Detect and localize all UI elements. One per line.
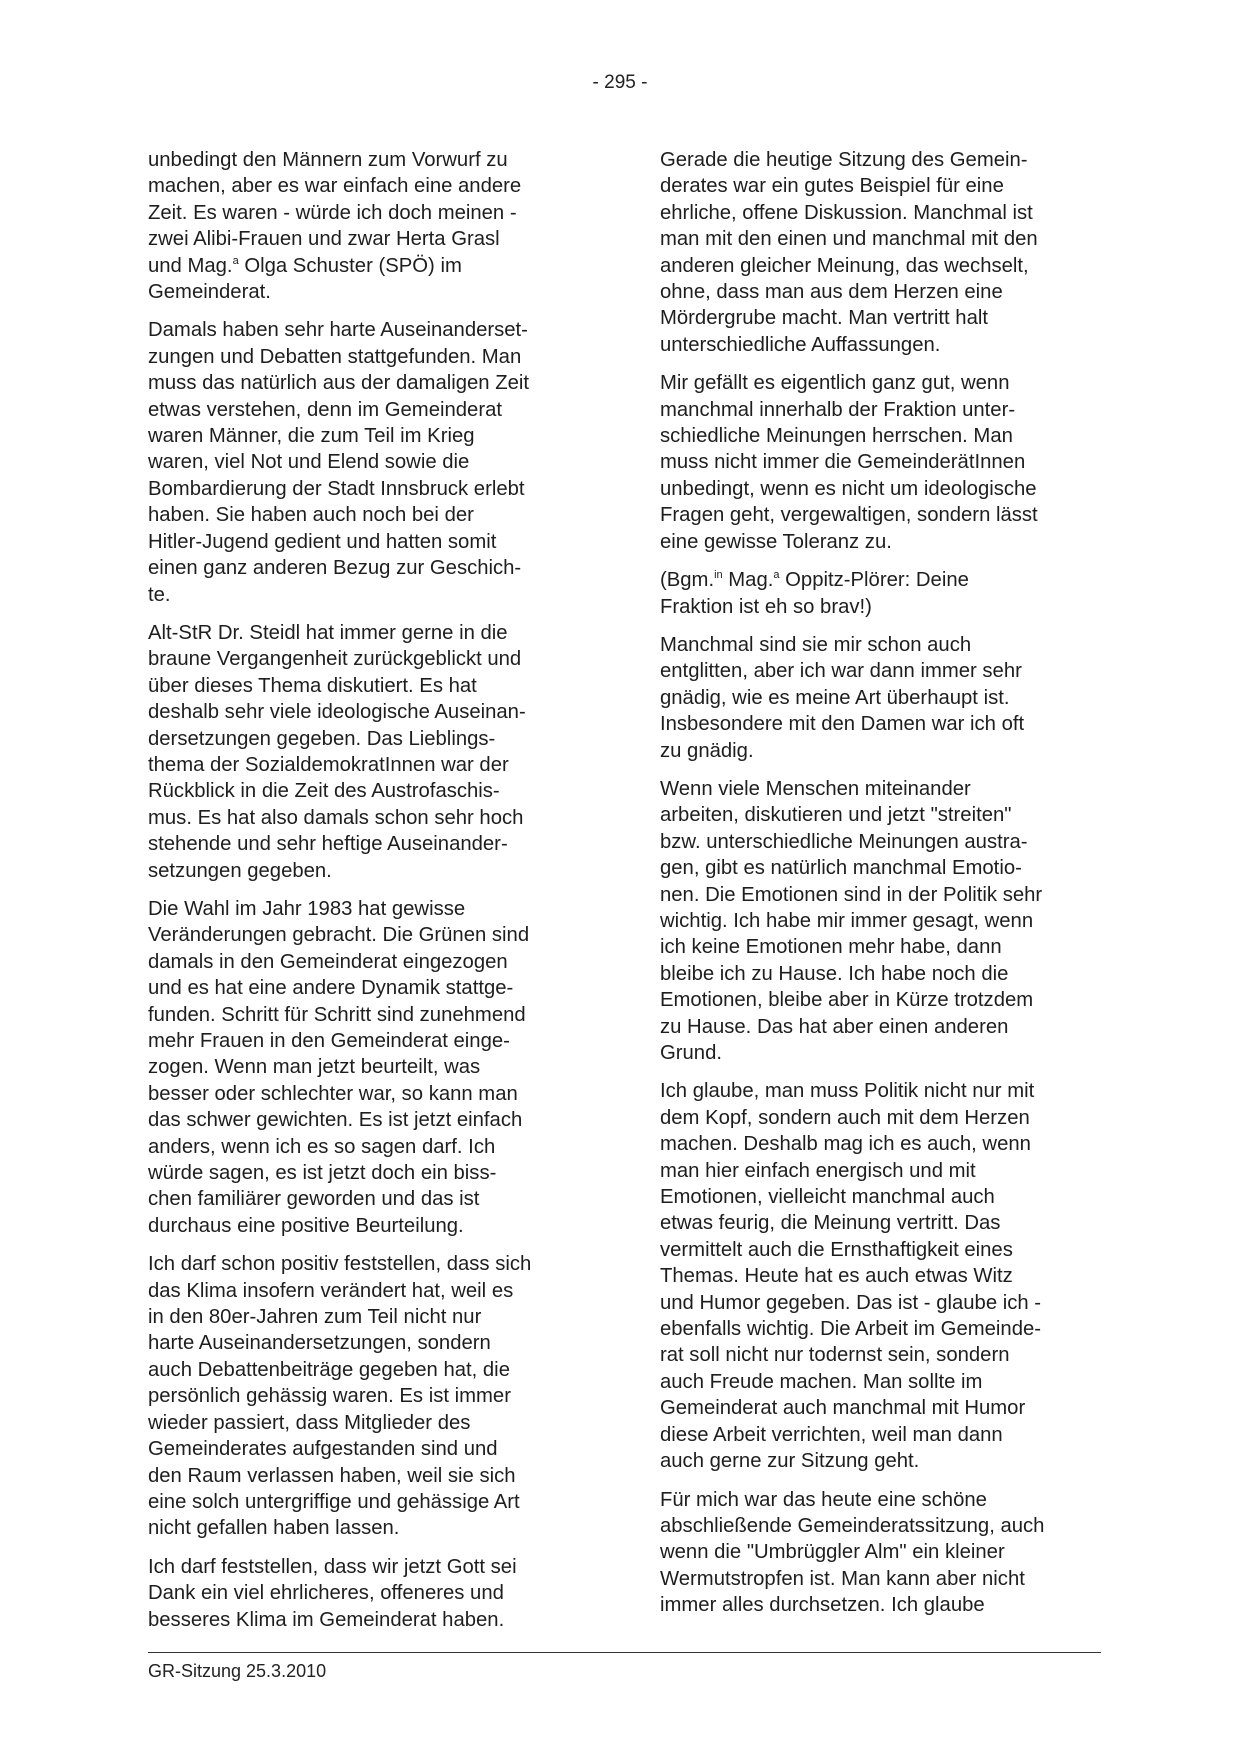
text-line: Die Wahl im Jahr 1983 hat gewisse — [148, 897, 466, 920]
text-line: Damals haben sehr harte Auseinanderset- — [148, 319, 528, 342]
text-line: das schwer gewichten. Es ist jetzt einfach — [148, 1109, 523, 1132]
text-line: und es hat eine andere Dynamik stattge- — [148, 977, 514, 1000]
text-line: nicht gefallen haben lassen. — [148, 1517, 400, 1540]
paragraph — [660, 776, 1096, 1066]
paragraph — [148, 620, 584, 884]
text-line: Emotionen, bleibe aber in Kürze trotzdem — [660, 989, 1034, 1012]
text-line: Ich darf schon positiv feststellen, dass sich — [148, 1253, 532, 1276]
text-line: zwei Alibi-Frauen und zwar Herta Grasl — [148, 228, 500, 251]
paragraph — [660, 1487, 1096, 1619]
text-line: Wermutstropfen ist. Man kann aber nicht — [660, 1567, 1025, 1590]
text-line: muss das natürlich aus der damaligen Zeit — [148, 372, 530, 395]
text-line: manchmal innerhalb der Fraktion unter- — [660, 398, 1016, 421]
text-line: Für mich war das heute eine schöne — [660, 1488, 987, 1511]
superscript: a — [232, 254, 239, 267]
text-line: Gerade die heutige Sitzung des Gemein- — [660, 149, 1028, 171]
text-line: gnädig, wie es meine Art überhaupt ist. — [660, 686, 1010, 709]
text-line: anderen gleicher Meinung, das wechselt, — [660, 254, 1029, 277]
text-line: zu gnädig. — [660, 739, 754, 762]
text-line: setzungen gegeben. — [148, 859, 332, 882]
text-line: eine gewisse Toleranz zu. — [660, 530, 892, 553]
text-line: nen. Die Emotionen sind in der Politik sehr — [660, 883, 1043, 906]
footer-rule — [148, 1652, 1101, 1653]
text-segment: (Bgm. — [660, 569, 715, 592]
text-line: Grund. — [660, 1042, 723, 1064]
text-line: wenn die "Umbrüggler Alm" ein kleiner — [660, 1541, 1005, 1564]
text-line: diese Arbeit verrichten, weil man dann — [660, 1423, 1003, 1446]
text-line: Insbesondere mit den Damen war ich oft — [660, 713, 1025, 736]
text-line: deshalb sehr viele ideologische Auseinan- — [148, 701, 526, 724]
text-line: unbedingt, wenn es nicht um ideologische — [660, 477, 1037, 500]
left-column — [148, 147, 584, 1645]
text-line: Mördergrube macht. Man vertritt halt — [660, 307, 989, 330]
text-line: Bombardierung der Stadt Innsbruck erlebt — [148, 477, 525, 500]
text-line: zungen und Debatten stattgefunden. Man — [148, 345, 522, 368]
paragraph — [660, 567, 1096, 620]
text-line: den Raum verlassen haben, weil sie sich — [148, 1464, 516, 1487]
text-line: Manchmal sind sie mir schon auch — [660, 633, 972, 656]
text-line: Gemeinderat. — [148, 281, 271, 304]
text-line: anders, wenn ich es so sagen darf. Ich — [148, 1135, 496, 1158]
text-line: Mir gefällt es eigentlich ganz gut, wenn — [660, 372, 1010, 395]
text-line: stehende und sehr heftige Auseinander- — [148, 833, 508, 856]
paragraph — [148, 896, 584, 1239]
text-line: würde sagen, es ist jetzt doch ein biss- — [148, 1162, 497, 1185]
text-line: bzw. unterschiedliche Meinungen austra- — [660, 830, 1028, 853]
paragraph — [660, 632, 1096, 764]
text-line: auch gerne zur Sitzung geht. — [660, 1450, 920, 1473]
paragraph — [148, 147, 584, 305]
text-line: ebenfalls wichtig. Die Arbeit im Gemeinde- — [660, 1318, 1042, 1341]
text-line: harte Auseinandersetzungen, sondern — [148, 1332, 491, 1355]
text-line: derates war ein gutes Beispiel für eine — [660, 175, 1004, 198]
text-line: das Klima insofern verändert hat, weil es — [148, 1279, 514, 1302]
text-line: Zeit. Es waren - würde ich doch meinen - — [148, 201, 517, 224]
text-line: in den 80er-Jahren zum Teil nicht nur — [148, 1306, 482, 1329]
text-line: Rückblick in die Zeit des Austrofaschis- — [148, 780, 500, 803]
text-line: und Humor gegeben. Das ist - glaube ich - — [660, 1291, 1042, 1314]
text-line — [148, 253, 584, 279]
text-line: Wenn viele Menschen miteinander — [660, 777, 971, 800]
paragraph — [660, 1078, 1096, 1474]
page-number: - 295 - — [592, 72, 648, 93]
footer-text: GR-Sitzung 25.3.2010 — [148, 1661, 327, 1681]
text-line: arbeiten, diskutieren und jetzt "streiten" — [660, 804, 1012, 827]
text-segment: Mag. — [722, 569, 774, 592]
text-line: gen, gibt es natürlich manchmal Emotio- — [660, 857, 1022, 880]
paragraph — [148, 1251, 584, 1541]
text-line: rat soll nicht nur todernst sein, sondern — [660, 1344, 1010, 1367]
text-line: Themas. Heute hat es auch etwas Witz — [660, 1265, 1013, 1288]
text-segment: Oppitz-Plörer: Deine — [779, 569, 969, 592]
text-line: besseres Klima im Gemeinderat haben. — [148, 1608, 505, 1631]
text-line: machen, aber es war einfach eine andere — [148, 175, 522, 198]
text-line: etwas verstehen, denn im Gemeinderat — [148, 398, 502, 421]
text-line: eine solch untergriffige und gehässige Art — [148, 1490, 520, 1513]
text-line: haben. Sie haben auch noch bei der — [148, 504, 474, 527]
text-line: bleibe ich zu Hause. Ich habe noch die — [660, 962, 1009, 985]
text-line: man mit den einen und manchmal mit den — [660, 228, 1038, 251]
text-line: Gemeinderat auch manchmal mit Humor — [660, 1397, 1026, 1420]
text-line: Veränderungen gebracht. Die Grünen sind — [148, 924, 530, 947]
text-line: ich keine Emotionen mehr habe, dann — [660, 936, 1002, 959]
text-line: chen familiärer geworden und das ist — [148, 1188, 480, 1211]
text-line: immer alles durchsetzen. Ich glaube — [660, 1594, 985, 1617]
text-line: mus. Es hat also damals schon sehr hoch — [148, 806, 524, 829]
text-line: dersetzungen gegeben. Das Lieblings- — [148, 727, 496, 750]
right-column — [660, 147, 1096, 1631]
superscript: a — [773, 569, 780, 582]
text-line: etwas feurig, die Meinung vertritt. Das — [660, 1212, 1001, 1235]
text-line: waren Männer, die zum Teil im Krieg — [148, 425, 475, 448]
text-line: man hier einfach energisch und mit — [660, 1159, 976, 1182]
text-line: zu Hause. Das hat aber einen anderen — [660, 1015, 1009, 1038]
text-line: Emotionen, vielleicht manchmal auch — [660, 1186, 995, 1209]
text-line: abschließende Gemeinderatssitzung, auch — [660, 1514, 1045, 1537]
text-line: Alt-StR Dr. Steidl hat immer gerne in die — [148, 621, 508, 644]
paragraph — [148, 317, 584, 607]
text-line: wieder passiert, dass Mitglieder des — [148, 1411, 471, 1434]
text-line: Fragen geht, vergewaltigen, sondern lässt — [660, 504, 1038, 527]
text-line: te. — [148, 583, 171, 606]
text-line: unterschiedliche Auffassungen. — [660, 333, 941, 356]
text-line: Ich darf feststellen, dass wir jetzt Gott sei — [148, 1555, 517, 1578]
text-line: entglitten, aber ich war dann immer sehr — [660, 660, 1022, 683]
text-segment: und Mag. — [148, 254, 233, 277]
text-line: auch Freude machen. Man sollte im — [660, 1370, 983, 1393]
text-line: mehr Frauen in den Gemeinderat einge- — [148, 1030, 510, 1052]
text-line: braune Vergangenheit zurückgeblickt und — [148, 648, 522, 671]
text-line: einen ganz anderen Bezug zur Geschich- — [148, 557, 522, 580]
paragraph — [660, 370, 1096, 555]
text-line: waren, viel Not und Elend sowie die — [148, 451, 470, 474]
text-line: Fraktion ist eh so brav!) — [660, 595, 872, 618]
text-line: schiedliche Meinungen herrschen. Man — [660, 425, 1013, 448]
text-line: durchaus eine positive Beurteilung. — [148, 1214, 464, 1237]
text-line: ehrliche, offene Diskussion. Manchmal ist — [660, 201, 1033, 224]
paragraph — [148, 1554, 584, 1633]
text-line: über dieses Thema diskutiert. Es hat — [148, 674, 477, 697]
text-line: Gemeinderates aufgestanden sind und — [148, 1438, 498, 1461]
text-line: wichtig. Ich habe mir immer gesagt, wenn — [660, 909, 1034, 932]
text-line: besser oder schlechter war, so kann man — [148, 1082, 518, 1105]
text-line: Dank ein viel ehrlicheres, offeneres und — [148, 1582, 504, 1605]
text-line: persönlich gehässig waren. Es ist immer — [148, 1385, 511, 1408]
text-line — [660, 567, 1096, 593]
text-line: Hitler-Jugend gedient und hatten somit — [148, 530, 497, 553]
text-line: zogen. Wenn man jetzt beurteilt, was — [148, 1056, 481, 1079]
text-line: unbedingt den Männern zum Vorwurf zu — [148, 149, 508, 171]
text-line: Ich glaube, man muss Politik nicht nur mit — [660, 1080, 1035, 1103]
text-line: funden. Schritt für Schritt sind zunehmend — [148, 1003, 526, 1026]
text-segment: Olga Schuster (SPÖ) im — [238, 254, 462, 277]
text-line: dem Kopf, sondern auch mit dem Herzen — [660, 1106, 1030, 1129]
text-line: muss nicht immer die GemeinderätInnen — [660, 451, 1026, 474]
superscript: in — [714, 569, 723, 582]
text-line: thema der SozialdemokratInnen war der — [148, 753, 509, 776]
text-line: machen. Deshalb mag ich es auch, wenn — [660, 1133, 1031, 1156]
text-line: damals in den Gemeinderat eingezogen — [148, 950, 508, 973]
text-line: auch Debattenbeiträge gegeben hat, die — [148, 1358, 510, 1381]
paragraph — [660, 147, 1096, 358]
text-line: vermittelt auch die Ernsthaftigkeit eines — [660, 1238, 1013, 1261]
text-line: ohne, dass man aus dem Herzen eine — [660, 281, 1003, 304]
